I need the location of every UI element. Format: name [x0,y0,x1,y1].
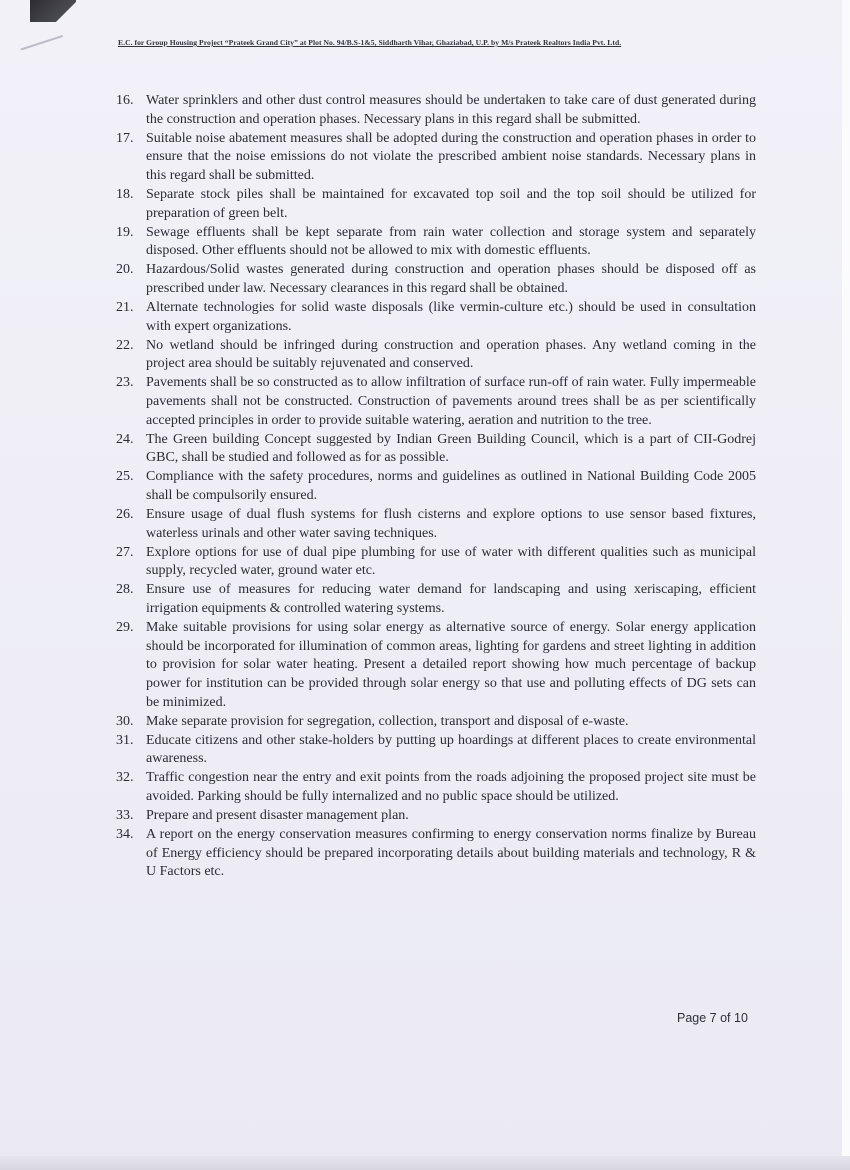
condition-text: Separate stock piles shall be maintained for excavated top soil and the top soil should be utilized for preparation of green belt. [146,186,756,221]
page-number: Page 7 of 10 [677,1011,748,1025]
condition-item [108,619,756,712]
condition-text: Make suitable provisions for using solar energy as alternative source of energy. Solar energy application should be incorporated for illumination of common areas, lighting for gardens and street lighting in addition to provision for solar water heating. Present a detailed report showing how much percentage of backup power for institution can be provided through solar energy so that use and polluting effects of DG sets can be minimized. [146,620,756,710]
condition-number: 34. [116,827,134,843]
condition-number: 30. [116,713,134,729]
condition-item [108,374,756,430]
condition-item [108,826,756,882]
condition-item [108,732,756,769]
condition-item [108,130,756,186]
condition-item [108,581,756,618]
condition-text: No wetland should be infringed during construction and operation phases. Any wetland coming in the project area should be suitably rejuvenated and conserved. [146,337,756,372]
condition-number: 33. [116,808,134,824]
condition-text: Educate citizens and other stake-holders by putting up hoardings at different places to create environmental awareness. [146,732,756,767]
condition-number: 24. [116,431,134,447]
condition-text: Compliance with the safety procedures, norms and guidelines as outlined in National Building Code 2005 shall be compulsorily ensured. [146,469,756,503]
condition-text: Ensure use of measures for reducing water demand for landscaping and using xeriscaping, efficient irrigation equipments & controlled watering systems. [146,582,756,617]
condition-number: 22. [116,337,134,353]
page-bottom-edge [0,1156,850,1170]
condition-text: Ensure usage of dual flush systems for flush cisterns and explore options to use sensor based fixtures, waterless urinals and other water saving techniques. [146,507,756,541]
condition-item [108,468,756,505]
condition-item [108,186,756,223]
condition-number: 20. [116,262,134,278]
condition-item [108,431,756,468]
condition-item [108,224,756,261]
condition-number: 16. [116,93,134,108]
condition-item [108,769,756,806]
page-right-edge [842,0,850,1170]
condition-number: 17. [116,130,134,146]
condition-number: 23. [116,375,134,391]
condition-text: Make separate provision for segregation, collection, transport and disposal of e-waste. [146,713,629,729]
condition-text: The Green building Concept suggested by Indian Green Building Council, which is a part of CII-Godrej GBC, shall be studied and followed as for as possible. [146,431,756,466]
condition-item [108,506,756,543]
condition-text: Water sprinklers and other dust control measures should be undertaken to take care of dust generated during the construction and operation phases. Necessary plans in this regard shall be submitted. [146,93,756,127]
condition-text: Suitable noise abatement measures shall be adopted during the construction and operation phases in order to ensure that the noise emissions do not violate the prescribed ambient noise standards. Necessary plans in this regard shall be submitted. [146,130,756,183]
staple-mark [17,24,63,51]
condition-number: 25. [116,469,134,485]
condition-number: 28. [116,582,134,598]
condition-number: 29. [116,620,134,636]
condition-text: Hazardous/Solid wastes generated during construction and operation phases should be disposed off as prescribed under law. Necessary clearances in this regard shall be obtained. [146,262,756,296]
condition-number: 32. [116,770,134,786]
condition-text: Explore options for use of dual pipe plumbing for use of water with different qualities such as municipal supply, recycled water, ground water etc. [146,544,756,579]
condition-text: A report on the energy conservation measures confirming to energy conservation norms finalize by Bureau of Energy efficiency should be prepared incorporating details about building materials and technology, R & U Factors etc. [146,827,756,880]
conditions-list [108,92,756,882]
condition-item [108,713,756,732]
condition-text: Traffic congestion near the entry and exit points from the roads adjoining the proposed project site must be avoided. Parking should be fully internalized and no public space should be utilized. [146,770,756,804]
condition-text: Prepare and present disaster management plan. [146,808,409,824]
condition-text: Pavements shall be so constructed as to allow infiltration of surface run-off of rain water. Fully impermeable pavements shall not be constructed. Construction of pavements around trees shall be as per scientifically accepted principles in order to provide suitable watering, aeration and nutrition to the tree. [146,375,756,428]
condition-item [108,544,756,581]
condition-text: Alternate technologies for solid waste disposals (like vermin-culture etc.) should be used in consultation with expert organizations. [146,300,756,334]
condition-number: 31. [116,732,134,748]
condition-number: 27. [116,544,134,560]
scan-corner-mark [30,0,76,22]
condition-item [108,92,756,129]
document-header: E.C. for Group Housing Project “Prateek Grand City” at Plot No. 94/B.S-1&5, Siddharth Vihar, Ghaziabad, U.P. by M/s Prateek Realtors India Pvt. Ltd. [118,38,622,47]
condition-text: Sewage effluents shall be kept separate from rain water collection and storage system and separately disposed. Other effluents should not be allowed to mix with domestic effluents. [146,224,756,259]
condition-item [108,807,756,826]
condition-item [108,299,756,336]
condition-item [108,261,756,298]
condition-number: 18. [116,186,134,202]
condition-item [108,337,756,374]
condition-number: 26. [116,507,134,523]
condition-number: 21. [116,300,134,316]
condition-number: 19. [116,224,134,240]
